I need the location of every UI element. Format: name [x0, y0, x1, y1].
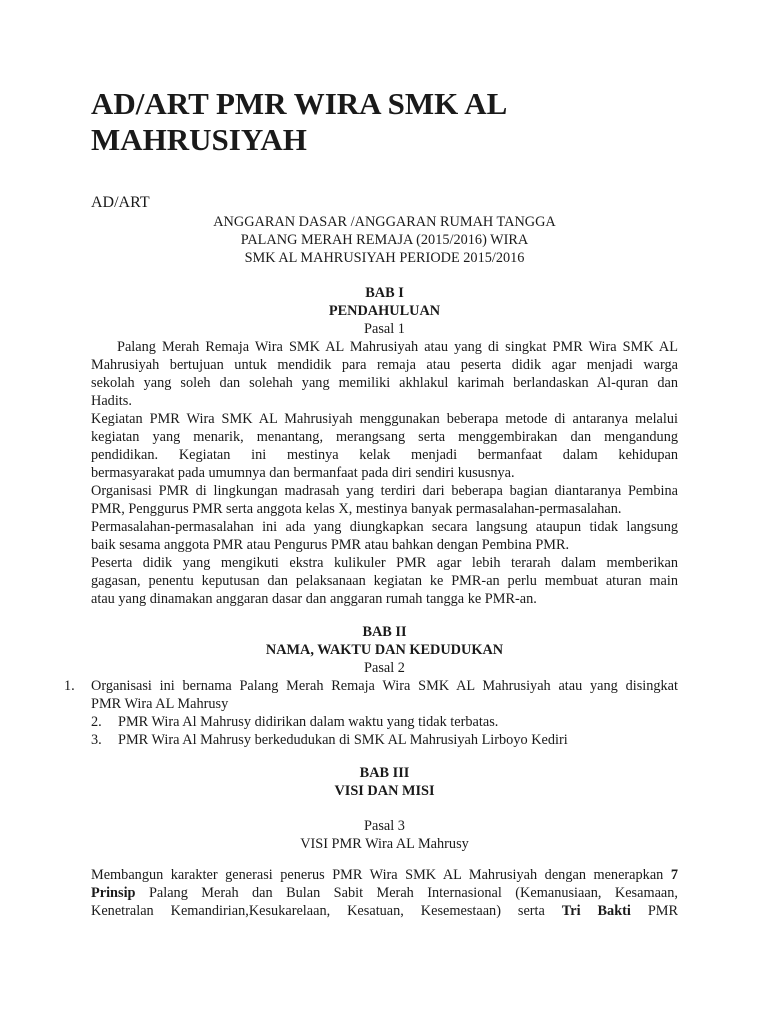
list-number: 1. [64, 678, 75, 694]
visi-bold-text: Tri [561, 903, 581, 919]
pasal-1-line: sekolah yang soleh dan solehah yang memiliki akhlakul karimah berlandaskan Al-quran dan [91, 375, 678, 391]
visi-text: PMR [647, 903, 678, 919]
visi-bold-text: Prinsip [91, 885, 136, 901]
document-title: AD/ART PMR WIRA SMK AL MAHRUSIYAH [91, 86, 506, 157]
visi-paragraph-line-1 [91, 866, 678, 884]
list-item-text: PMR Wira Al Mahrusy didirikan dalam waktu yang tidak terbatas. [118, 714, 499, 730]
heading-line-1: ANGGARAN DASAR /ANGGARAN RUMAH TANGGA [213, 214, 556, 230]
visi-text: Membangun karakter generasi penerus PMR Wira SMK AL Mahrusiyah dengan menerapkan [91, 867, 664, 883]
pasal-1-line: Palang Merah Remaja Wira SMK AL Mahrusiyah atau yang di singkat PMR Wira SMK AL [117, 339, 678, 355]
bab-3-label: BAB III [359, 765, 410, 781]
bab-3-name: VISI DAN MISI [334, 783, 435, 799]
pasal-1-line: kegiatan yang menarik, menantang, merangsang serta menggembirakan dan mengandung [91, 429, 678, 445]
bab-2-name: NAMA, WAKTU DAN KEDUDUKAN [265, 642, 504, 658]
pasal-1-line: Organisasi PMR di lingkungan madrasah yang terdiri dari beberapa bagian diantaranya Pembina [91, 483, 678, 499]
visi-text: Palang Merah dan Bulan Sabit Merah Internasional (Kemanusiaan, Kesamaan, [148, 885, 678, 901]
pasal-1-line: Mahrusiyah bertujuan untuk mendidik para remaja atau peserta didik agar menjadi warga [91, 357, 678, 373]
visi-paragraph-line-2 [91, 884, 678, 902]
pasal-1-line: gagasan, penentu keputusan dan pelaksanaan kegiatan ke PMR-an perlu membuat aturan main [91, 573, 678, 589]
list-item-text: Organisasi ini bernama Palang Merah Remaja Wira SMK AL Mahrusiyah atau yang disingkat [91, 678, 678, 694]
bab-2-label: BAB II [362, 624, 407, 640]
pasal-2-label: Pasal 2 [364, 660, 405, 676]
pasal-1-line: PMR, Penggurus PMR serta anggota kelas X, mestinya banyak permasalahan-permasalahan. [91, 501, 622, 517]
list-item-text-continued: PMR Wira AL Mahrusy [91, 696, 229, 712]
list-number: 3. [91, 732, 102, 748]
adart-label: AD/ART [91, 194, 150, 211]
visi-paragraph-line-3 [91, 902, 678, 920]
list-item-text: PMR Wira Al Mahrusy berkedudukan di SMK AL Mahrusiyah Lirboyo Kediri [118, 732, 568, 748]
pasal-1-line: bermasyarakat pada umumnya dan bermanfaat pada diri sendiri kususnya. [91, 465, 515, 481]
pasal-1-line: Kegiatan PMR Wira SMK AL Mahrusiyah menggunakan beberapa metode di antaranya melalui [91, 411, 678, 427]
heading-line-2: PALANG MERAH REMAJA (2015/2016) WIRA [240, 232, 529, 248]
pasal-1-label: Pasal 1 [364, 321, 405, 337]
pasal-1-line: Permasalahan-permasalahan ini ada yang diungkapkan secara langsung ataupun tidak langsung [91, 519, 678, 535]
bab-1-name: PENDAHULUAN [328, 303, 441, 319]
pasal-3-label: Pasal 3 [364, 818, 405, 834]
visi-text: Kenetralan Kemandirian,Kesukarelaan, Kesatuan, Kesemestaan) serta [91, 903, 545, 919]
pasal-1-line: atau yang dinamakan anggaran dasar dan anggaran rumah tangga ke PMR-an. [91, 591, 537, 607]
pasal-1-line: baik sesama anggota PMR atau Pengurus PMR atau bahkan dengan Pembina PMR. [91, 537, 570, 553]
visi-subtitle: VISI PMR Wira AL Mahrusy [300, 836, 469, 852]
pasal-1-line: Hadits. [91, 393, 132, 409]
visi-bold-text: 7 [670, 867, 678, 883]
bab-1-label: BAB I [365, 285, 404, 301]
heading-line-3: SMK AL MAHRUSIYAH PERIODE 2015/2016 [244, 250, 525, 266]
pasal-1-line: Peserta didik yang mengikuti ekstra kulikuler PMR agar lebih terarah dalam memberikan [91, 555, 678, 571]
list-number: 2. [91, 714, 102, 730]
visi-bold-text: Bakti [597, 903, 631, 919]
pasal-1-line: pendidikan. Kegiatan ini mestinya kelak menjadi bermanfaat dalam kehidupan [91, 447, 678, 463]
